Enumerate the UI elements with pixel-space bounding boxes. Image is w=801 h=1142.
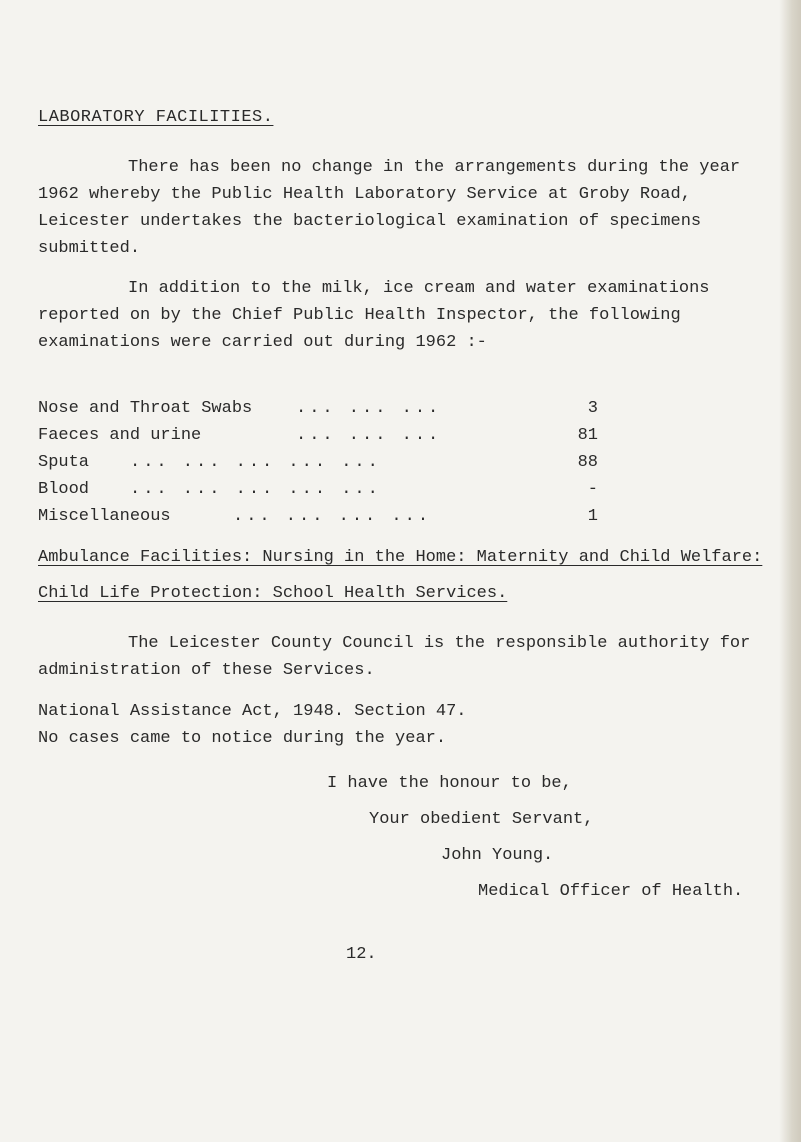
row-value: - — [587, 480, 598, 499]
paragraph-examinations-intro — [38, 275, 758, 356]
page-number: 12. — [346, 945, 377, 964]
row-label: Blood — [38, 480, 90, 499]
signoff-line1: I have the honour to be, — [327, 774, 572, 793]
services-heading-line1: Ambulance Facilities: Nursing in the Home: Maternity and Child Welfare: — [38, 548, 763, 567]
row-leader-dots: ... ... ... ... — [233, 507, 432, 526]
table-row — [38, 422, 598, 449]
signoff-line2: Your obedient Servant, — [369, 810, 594, 829]
assistance-heading: National Assistance Act, 1948. Section 47. — [38, 702, 467, 721]
paragraph-arrangements-text: There has been no change in the arrangements during the year 1962 whereby the Public Health Laboratory Service at Groby Road, Leicester undertakes the bacteriological examination of specimens submitted. — [38, 158, 741, 258]
table-row — [38, 476, 598, 503]
signoff-title: Medical Officer of Health. — [478, 882, 744, 901]
row-label: Faeces and urine — [38, 426, 202, 445]
row-leader-dots: ... ... ... ... ... — [130, 453, 381, 472]
examinations-table — [38, 395, 598, 530]
signoff-name: John Young. — [441, 846, 554, 865]
table-row — [38, 503, 598, 530]
row-leader-dots: ... ... ... ... ... — [130, 480, 381, 499]
row-value: 3 — [587, 399, 598, 418]
table-row — [38, 395, 598, 422]
row-leader-dots: ... ... ... — [296, 399, 442, 418]
row-value: 1 — [587, 507, 598, 526]
services-paragraph — [38, 630, 758, 684]
row-label: Nose and Throat Swabs — [38, 399, 253, 418]
section-heading: LABORATORY FACILITIES. — [38, 108, 274, 127]
row-value: 81 — [577, 426, 598, 445]
page-edge-shadow — [779, 0, 801, 1142]
paragraph-examinations-intro-text: In addition to the milk, ice cream and water examinations reported on by the Chief Public Health Inspector, the following examinations were carried out during 1962 :- — [38, 279, 710, 352]
assistance-text: No cases came to notice during the year. — [38, 729, 447, 748]
row-leader-dots: ... ... ... — [296, 426, 442, 445]
services-heading-line2: Child Life Protection: School Health Services. — [38, 584, 508, 603]
paragraph-arrangements — [38, 154, 758, 262]
row-label: Miscellaneous — [38, 507, 171, 526]
services-paragraph-text: The Leicester County Council is the responsible authority for administration of these Services. — [38, 634, 751, 680]
row-label: Sputa — [38, 453, 90, 472]
table-row — [38, 449, 598, 476]
row-value: 88 — [577, 453, 598, 472]
